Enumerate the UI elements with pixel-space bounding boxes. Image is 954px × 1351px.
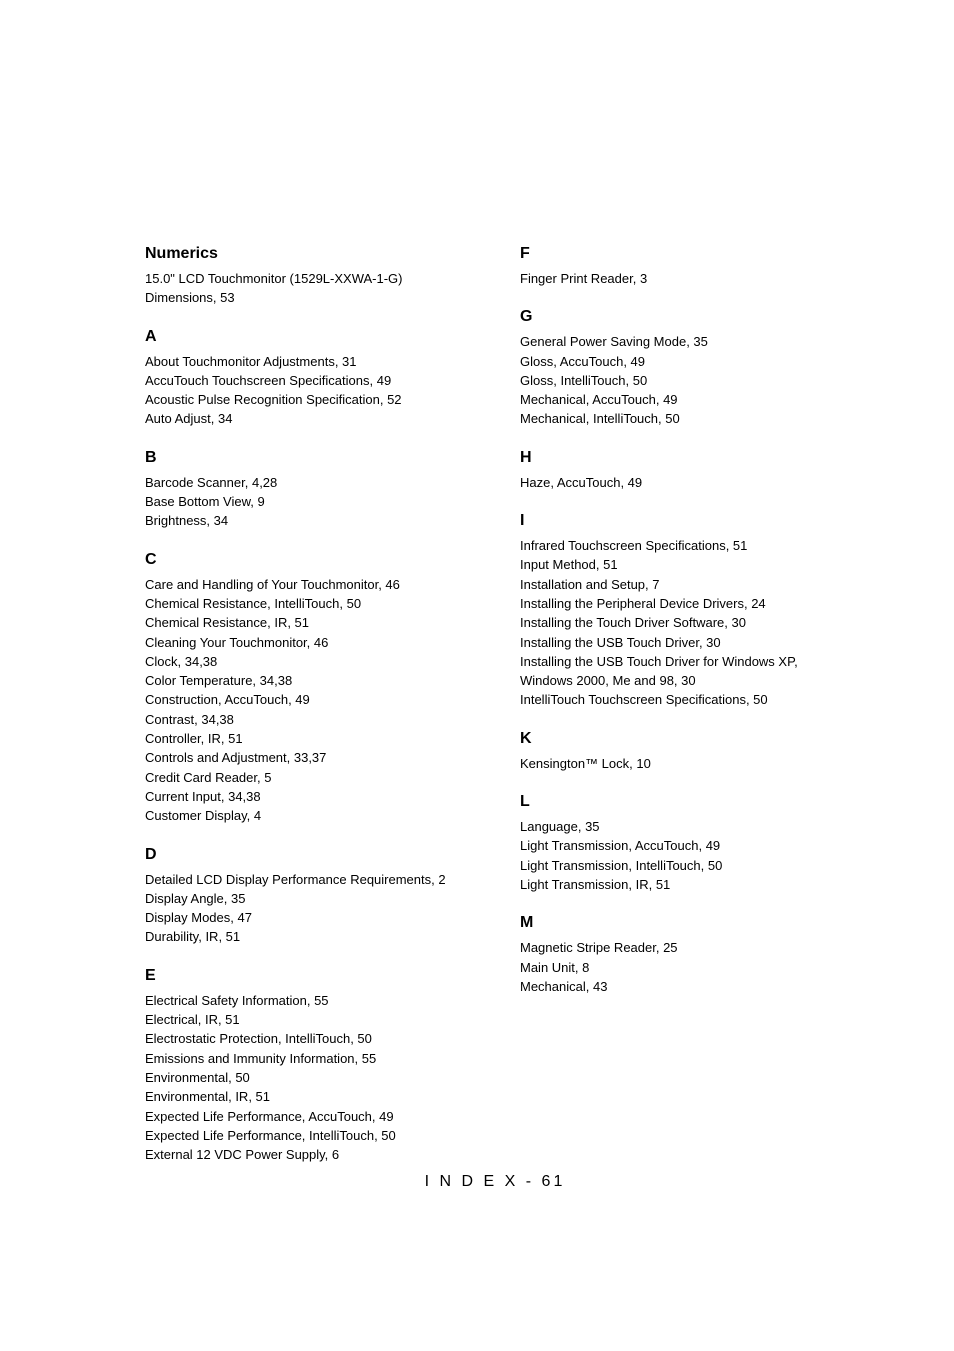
index-left-column	[145, 245, 495, 1184]
index-section-e	[145, 967, 495, 1165]
index-entry: Durability, IR, 51	[145, 929, 241, 945]
section-heading: D	[145, 845, 157, 863]
index-entry: Acoustic Pulse Recognition Specification, 52	[145, 392, 402, 408]
index-entry: About Touchmonitor Adjustments, 31	[145, 353, 357, 369]
index-entry: Credit Card Reader, 5	[145, 769, 272, 785]
index-entry: Environmental, IR, 51	[145, 1089, 271, 1105]
index-entry: Haze, AccuTouch, 49	[520, 474, 643, 490]
section-heading: H	[520, 448, 532, 466]
index-right-column	[520, 245, 840, 1016]
index-entry: Mechanical, AccuTouch, 49	[520, 392, 678, 408]
index-entry: Construction, AccuTouch, 49	[145, 692, 310, 708]
index-entry: Infrared Touchscreen Specifications, 51	[520, 538, 748, 554]
section-heading: F	[520, 245, 530, 262]
index-entry: Electrical Safety Information, 55	[145, 992, 329, 1008]
index-entry: Controls and Adjustment, 33,37	[145, 750, 327, 766]
index-entry: Chemical Resistance, IR, 51	[145, 615, 310, 631]
index-entry: Care and Handling of Your Touchmonitor, 46	[145, 576, 400, 592]
section-heading: G	[520, 308, 533, 326]
index-entry: Electrical, IR, 51	[145, 1012, 240, 1028]
section-heading: C	[145, 550, 157, 568]
index-entry: Brightness, 34	[145, 513, 229, 529]
index-entry: Chemical Resistance, IntelliTouch, 50	[145, 595, 362, 611]
index-section-numerics	[145, 245, 495, 308]
index-section-k	[520, 730, 840, 773]
section-heading: M	[520, 914, 534, 932]
section-heading: K	[520, 729, 532, 747]
index-entry: Language, 35	[520, 819, 600, 835]
index-entry: Customer Display, 4	[145, 808, 262, 824]
index-section-a	[145, 328, 495, 429]
index-entry: Finger Print Reader, 3	[520, 271, 648, 286]
index-entry: Light Transmission, AccuTouch, 49	[520, 838, 721, 854]
index-entry: Installing the USB Touch Driver for Windows XP, Windows 2000, Me and 98, 30	[520, 653, 798, 689]
index-entry: Clock, 34,38	[145, 653, 218, 669]
index-entry: Contrast, 34,38	[145, 711, 234, 727]
section-heading: A	[145, 327, 157, 345]
index-entry: Color Temperature, 34,38	[145, 673, 293, 689]
index-section-m	[520, 914, 840, 996]
index-entry: Main Unit, 8	[520, 959, 590, 975]
index-entry: Auto Adjust, 34	[145, 411, 233, 427]
index-entry: Input Method, 51	[520, 557, 618, 573]
section-heading: I	[520, 512, 525, 530]
index-entry: Light Transmission, IntelliTouch, 50	[520, 857, 723, 873]
index-entry: Environmental, 50	[145, 1069, 250, 1085]
index-entry: Mechanical, IntelliTouch, 50	[520, 411, 680, 427]
index-section-l	[520, 793, 840, 894]
index-entry: Emissions and Immunity Information, 55	[145, 1050, 377, 1066]
index-section-g	[520, 308, 840, 428]
index-section-h	[520, 449, 840, 492]
index-entry: Installing the Touch Driver Software, 30	[520, 615, 746, 631]
index-entry: Installing the USB Touch Driver, 30	[520, 634, 721, 650]
index-entry: Barcode Scanner, 4,28	[145, 474, 278, 490]
index-entry: 15.0" LCD Touchmonitor (1529L-XXWA-1-G)	[145, 271, 403, 286]
index-entry: Magnetic Stripe Reader, 25	[520, 940, 678, 956]
index-entry: Expected Life Performance, AccuTouch, 49	[145, 1108, 394, 1124]
index-entry: Installing the Peripheral Device Drivers, 24	[520, 595, 766, 611]
index-entry: Electrostatic Protection, IntelliTouch, 50	[145, 1031, 372, 1047]
index-entry: IntelliTouch Touchscreen Specifications, 50	[520, 692, 768, 708]
index-entry: Gloss, AccuTouch, 49	[520, 353, 646, 369]
index-entry: Mechanical, 43	[520, 978, 608, 994]
index-section-c	[145, 551, 495, 826]
index-section-f	[520, 245, 840, 288]
index-entry: Expected Life Performance, IntelliTouch, 50	[145, 1127, 396, 1143]
page-footer: I N D E X - 61	[424, 1173, 566, 1190]
index-entry: Display Modes, 47	[145, 910, 252, 926]
section-heading: B	[145, 448, 157, 466]
index-entry: Base Bottom View, 9	[145, 494, 265, 510]
index-entry: Display Angle, 35	[145, 890, 246, 906]
section-heading: Numerics	[145, 245, 218, 262]
index-entry: General Power Saving Mode, 35	[520, 334, 708, 350]
index-entry: AccuTouch Touchscreen Specifications, 49	[145, 372, 392, 388]
index-entry: Detailed LCD Display Performance Requirements, 2	[145, 871, 446, 887]
index-section-d	[145, 846, 495, 947]
index-entry: Kensington™ Lock, 10	[520, 755, 651, 771]
index-entry: Controller, IR, 51	[145, 731, 243, 747]
index-entry: Current Input, 34,38	[145, 788, 261, 804]
index-entry: Light Transmission, IR, 51	[520, 876, 671, 892]
index-section-b	[145, 449, 495, 531]
index-entry: Gloss, IntelliTouch, 50	[520, 372, 648, 388]
index-entry: External 12 VDC Power Supply, 6	[145, 1147, 340, 1163]
section-heading: E	[145, 966, 156, 984]
index-entry: Cleaning Your Touchmonitor, 46	[145, 634, 329, 650]
index-entry: Dimensions, 53	[145, 290, 235, 306]
index-entry: Installation and Setup, 7	[520, 576, 660, 592]
section-heading: L	[520, 793, 530, 811]
index-section-i	[520, 512, 840, 710]
